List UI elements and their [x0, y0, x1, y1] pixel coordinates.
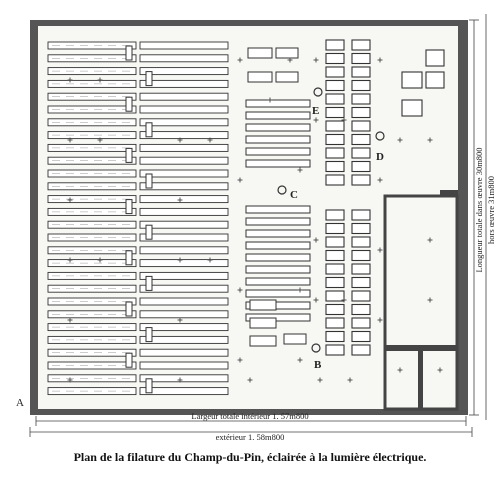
machine-frame	[352, 148, 370, 158]
machine-frame	[426, 72, 444, 88]
machine-bar	[246, 218, 310, 225]
machine-frame	[352, 162, 370, 172]
machine-block	[276, 48, 298, 58]
machine-frame	[352, 40, 370, 50]
machine-bar	[246, 266, 310, 273]
machine-block	[248, 72, 272, 82]
machine-frame	[352, 54, 370, 64]
machine-block	[284, 334, 306, 344]
machine-bar	[140, 106, 228, 113]
machine-bar	[246, 206, 310, 213]
machine-bar	[140, 119, 228, 126]
machine-bar	[140, 298, 228, 305]
machine-bar	[246, 124, 310, 131]
machine-frame	[402, 72, 422, 88]
headstock	[146, 72, 152, 86]
machine-frame	[426, 50, 444, 66]
length-out-of-work-text: hors œuvre 31m800	[486, 176, 496, 244]
machine-bar	[140, 196, 228, 203]
machine-frame	[326, 54, 344, 64]
headstock	[126, 353, 132, 367]
machine-bar	[140, 183, 228, 190]
machine-frame	[352, 345, 370, 355]
machine-frame	[326, 135, 344, 145]
machine-bar	[246, 230, 310, 237]
machine-bar	[140, 311, 228, 318]
machine-bar	[246, 148, 310, 155]
machine-bar	[140, 336, 228, 343]
label-a: A	[16, 397, 24, 409]
machine-frame	[326, 332, 344, 342]
width-exterior-text: extérieur 1. 58m800	[215, 432, 285, 442]
machine-frame	[352, 237, 370, 247]
machine-bar	[140, 55, 228, 62]
machine-bar	[246, 278, 310, 285]
machine-bar	[246, 136, 310, 143]
machine-bar	[140, 272, 228, 279]
label-d: D	[376, 151, 384, 163]
headstock	[146, 123, 152, 137]
machine-block	[250, 318, 276, 328]
machine-bar	[140, 234, 228, 241]
machine-frame	[352, 108, 370, 118]
headstock	[146, 328, 152, 342]
machine-frame	[326, 345, 344, 355]
machine-frame	[326, 305, 344, 315]
headstock	[146, 174, 152, 188]
machine-frame	[326, 121, 344, 131]
headstock	[126, 148, 132, 162]
machine-frame	[352, 251, 370, 261]
machine-block	[248, 48, 272, 58]
machine-frame	[326, 175, 344, 185]
machine-bar	[140, 68, 228, 75]
machine-frame	[326, 210, 344, 220]
machine-bar	[246, 160, 310, 167]
machine-bar	[140, 247, 228, 254]
machine-frame	[326, 148, 344, 158]
machine-bar	[140, 349, 228, 356]
figure-caption: Plan de la filature du Champ-du-Pin, éclairée à la lumière électrique.	[73, 450, 427, 464]
machine-frame	[352, 81, 370, 91]
headstock	[126, 46, 132, 60]
machine-frame	[326, 224, 344, 234]
machine-bar	[140, 93, 228, 100]
machine-frame	[352, 291, 370, 301]
machine-block	[250, 336, 276, 346]
machine-frame	[402, 100, 422, 116]
machine-block	[276, 72, 298, 82]
machine-frame	[352, 278, 370, 288]
machine-frame	[326, 94, 344, 104]
machine-frame	[352, 175, 370, 185]
machine-frame	[352, 210, 370, 220]
machine-bar	[140, 170, 228, 177]
label-c: C	[290, 189, 298, 201]
machine-bar	[246, 254, 310, 261]
machine-frame	[326, 318, 344, 328]
machine-bar	[246, 100, 310, 107]
machine-bar	[140, 157, 228, 164]
machine-frame	[352, 264, 370, 274]
machine-bar	[140, 260, 228, 267]
headstock	[126, 97, 132, 111]
machine-bar	[140, 80, 228, 87]
machine-frame	[326, 162, 344, 172]
label-b: B	[314, 359, 322, 371]
machine-frame	[326, 264, 344, 274]
machine-frame	[326, 278, 344, 288]
machine-frame	[326, 40, 344, 50]
machine-bar	[140, 324, 228, 331]
machine-bar	[140, 42, 228, 49]
machine-bar	[140, 362, 228, 369]
label-e: E	[312, 105, 320, 117]
machine-frame	[326, 237, 344, 247]
headstock	[126, 251, 132, 265]
machine-frame	[352, 121, 370, 131]
machine-bar	[140, 388, 228, 395]
machine-bar	[246, 112, 310, 119]
machine-bar	[140, 132, 228, 139]
machine-block	[250, 300, 276, 310]
machine-frame	[352, 135, 370, 145]
machine-frame	[352, 67, 370, 77]
width-interior-text: Largeur totale intérieur 1. 57m800	[191, 411, 309, 421]
machine-frame	[352, 318, 370, 328]
machine-bar	[246, 242, 310, 249]
machine-frame	[326, 81, 344, 91]
machine-frame	[352, 94, 370, 104]
machine-frame	[326, 291, 344, 301]
machine-frame	[326, 251, 344, 261]
headstock	[146, 379, 152, 393]
headstock	[126, 302, 132, 316]
machine-frame	[326, 67, 344, 77]
length-in-work-text: Longueur totale dans œuvre 30m800	[474, 147, 484, 273]
headstock	[146, 276, 152, 290]
machine-bar	[140, 144, 228, 151]
headstock	[126, 200, 132, 214]
machine-frame	[352, 224, 370, 234]
headstock	[146, 225, 152, 239]
machine-frame	[352, 332, 370, 342]
machine-bar	[140, 375, 228, 382]
machine-frame	[352, 305, 370, 315]
machine-frame	[326, 108, 344, 118]
machine-bar	[140, 221, 228, 228]
machine-bar	[140, 208, 228, 215]
machine-bar	[140, 285, 228, 292]
